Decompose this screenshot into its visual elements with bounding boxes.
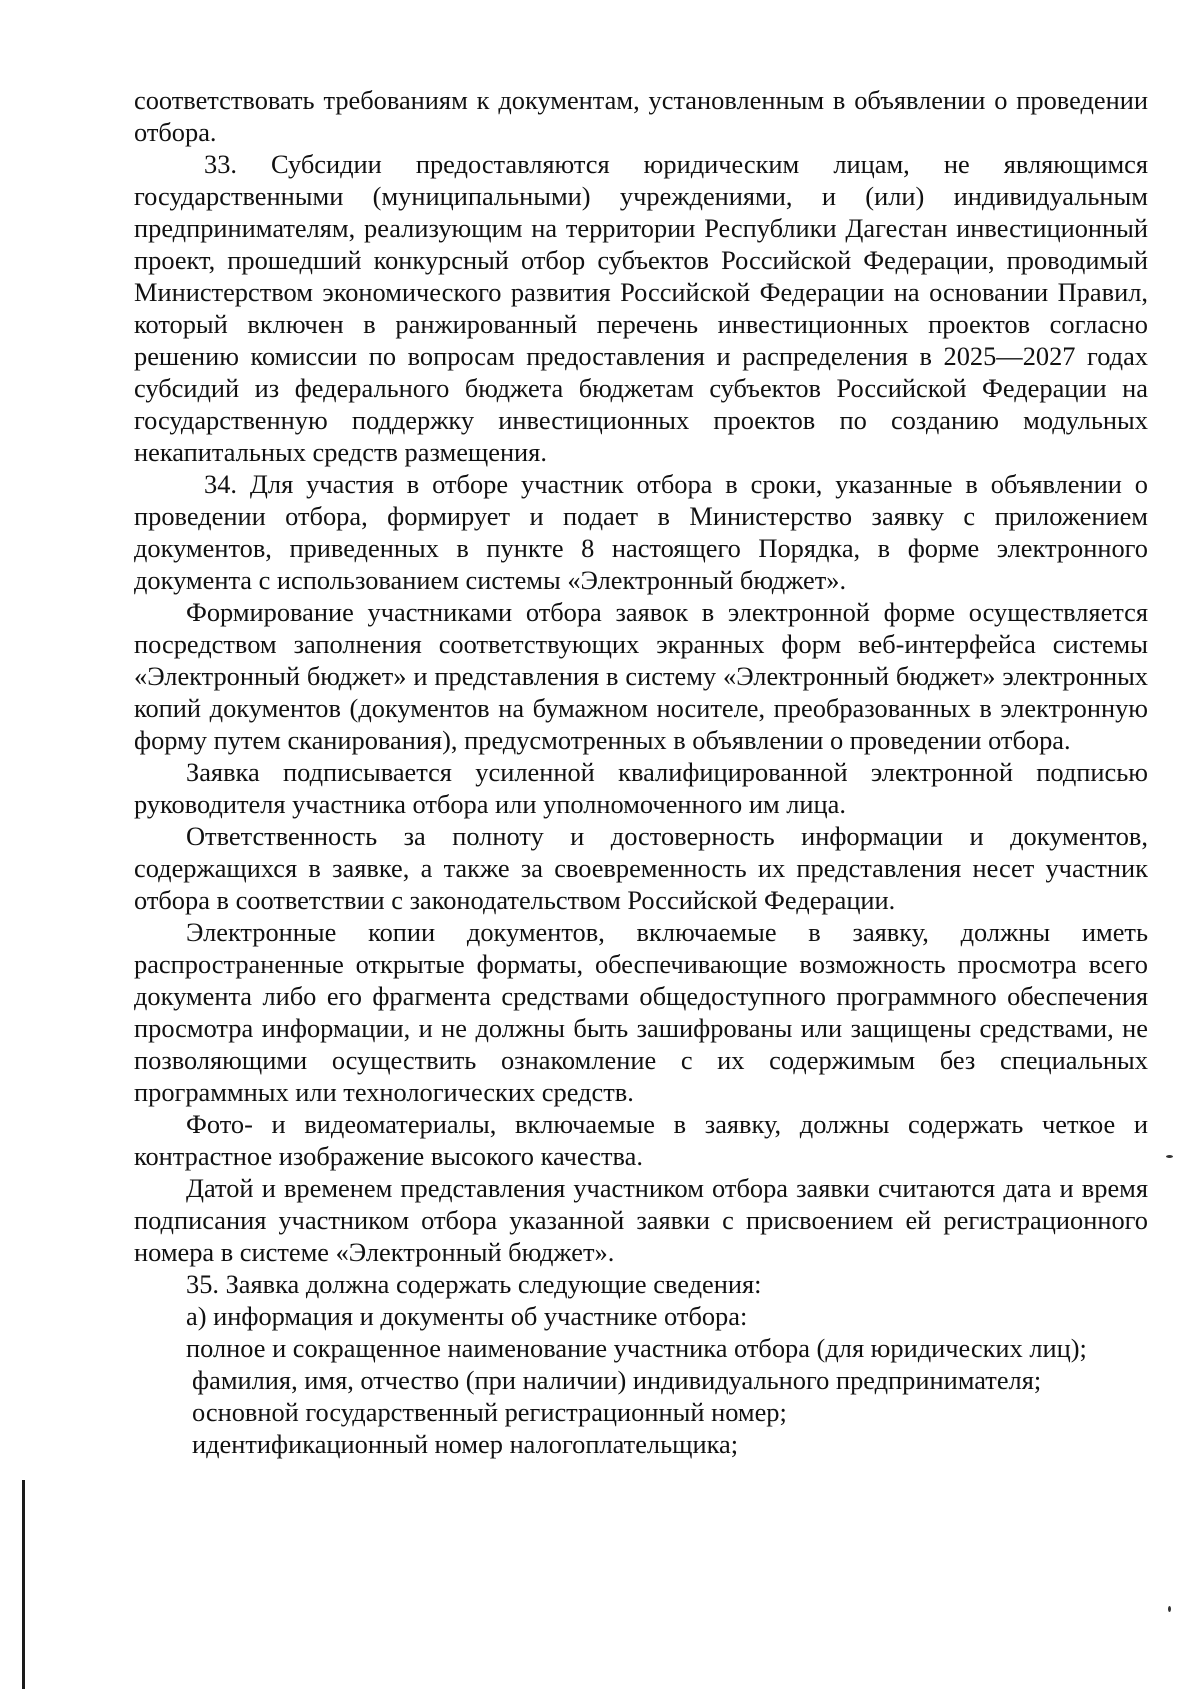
list-item: 35. Заявка должна содержать следующие сведения:: [186, 1269, 762, 1299]
paragraph-33: 33. Субсидии предоставляются юридическим лицам, не являющимся государственными (муниципальными) учреждениями, и (или) индивидуальным предпринимателям, реализующим на территории Республики Дагестан инвестиционный проект, прошедший конкурсный отбор субъектов Российской Федерации, проводимый Министерством экономического развития Российской Федерации на основании Правил, который включен в ранжированный перечень инвестиционных проектов согласно решению комиссии по вопросам предоставления и распределения в 2025—2027 годах субсидий из федерального бюджета бюджетам субъектов Российской Федерации на государственную поддержку инвестиционных проектов по созданию модульных некапитальных средств размещения.: [134, 149, 1148, 467]
paragraph-continuation: соответствовать требованиям к документам, установленным в объявлении о проведении отбора.: [134, 85, 1148, 147]
list-item: идентификационный номер налогоплательщика;: [192, 1429, 739, 1459]
requirements-list: [134, 1268, 1148, 1460]
paragraph-photo-video: Фото- и видеоматериалы, включаемые в заявку, должны содержать четкое и контрастное изображение высокого качества.: [134, 1109, 1148, 1171]
paragraph-electronic-copies: Электронные копии документов, включаемые в заявку, должны иметь распространенные открытые форматы, обеспечивающие возможность просмотра всего документа либо его фрагмента средствами общедоступного программного обеспечения просмотра информации, и не должны быть зашифрованы или защищены средствами, не позволяющими осуществить ознакомление с их содержимым без специальных программных или технологических средств.: [134, 917, 1148, 1107]
list-item: основной государственный регистрационный номер;: [192, 1397, 787, 1427]
list-item: фамилия, имя, отчество (при наличии) индивидуального предпринимателя;: [192, 1365, 1042, 1395]
scan-speck: [1166, 1155, 1173, 1158]
paragraph-signature: Заявка подписывается усиленной квалифицированной электронной подписью руководителя участника отбора или уполномоченного им лица.: [134, 757, 1148, 819]
document-body: [134, 84, 1148, 1460]
paragraph-34: 34. Для участия в отборе участник отбора в сроки, указанные в объявлении о проведении отбора, формирует и подает в Министерство заявку с приложением документов, приведенных в пункте 8 настоящего Порядка, в форме электронного документа с использованием системы «Электронный бюджет».: [134, 469, 1148, 595]
scan-margin-bar: [22, 1480, 25, 1689]
paragraph-formation: Формирование участниками отбора заявок в электронной форме осуществляется посредством заполнения соответствующих экранных форм веб-интерфейса системы «Электронный бюджет» и представления в систему «Электронный бюджет» электронных копий документов (документов на бумажном носителе, преобразованных в электронную форму путем сканирования), предусмотренных в объявлении о проведении отбора.: [134, 597, 1148, 755]
list-item: а) информация и документы об участнике отбора:: [186, 1301, 748, 1331]
list-item: полное и сокращенное наименование участника отбора (для юридических лиц);: [186, 1333, 1087, 1363]
paragraph-date-time: Датой и временем представления участником отбора заявки считаются дата и время подписания участником отбора указанной заявки с присвоением ей регистрационного номера в системе «Электронный бюджет».: [134, 1173, 1148, 1267]
scan-speck: [1168, 1606, 1171, 1612]
paragraph-responsibility: Ответственность за полноту и достоверность информации и документов, содержащихся в заявке, а также за своевременность их представления несет участник отбора в соответствии с законодательством Российской Федерации.: [134, 821, 1148, 915]
